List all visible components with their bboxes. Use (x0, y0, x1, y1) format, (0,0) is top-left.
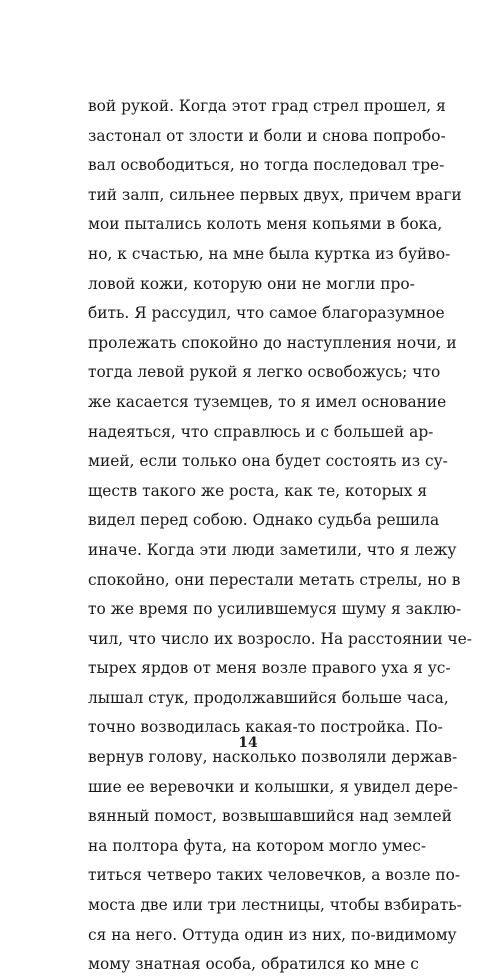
text-line: тырех ярдов от меня возле правого уха я ус- (88, 659, 451, 678)
text-line: точно возводилась какая-то постройка. По- (88, 718, 443, 737)
text-line: то же время по усилившемуся шуму я заклю- (88, 600, 462, 619)
text-line: ществ такого же роста, как те, которых я (88, 481, 428, 500)
text-line: спокойно, они перестали метать стрелы, но в (88, 570, 461, 589)
text-line: видел перед собою. Однако судьба решила (88, 511, 440, 530)
text-line: мией, если только она будет состоять из су- (88, 452, 448, 471)
text-line: титься четверо таких человечков, а возле по- (88, 866, 461, 885)
text-line: чил, что число их возросло. На расстоянии че- (88, 629, 472, 648)
text-line: же касается туземцев, то я имел основание (88, 392, 447, 411)
text-line: шие ее веревочки и колышки, я увидел дере- (88, 777, 458, 796)
text-line: вой рукой. Когда этот град стрел прошел, я (88, 97, 446, 115)
text-line: ся на него. Оттуда один из них, по-видимому (88, 925, 457, 944)
text-line: застонал от злости и боли и снова попробо- (88, 126, 446, 145)
text-line: мому знатная особа, обратился ко мне с (88, 955, 419, 974)
text-line: но, к счастью, на мне была куртка из буйво- (88, 244, 451, 263)
text-line: бить. Я рассудил, что самое благоразумное (88, 304, 445, 323)
text-line: моста две или три лестницы, чтобы взбирать- (88, 896, 462, 915)
text-line: тий залп, сильнее первых двух, причем враги (88, 185, 462, 204)
text-line: вал освободиться, но тогда последовал тре- (88, 156, 445, 175)
text-line: надеяться, что справлюсь и с большей ар- (88, 422, 434, 441)
text-line: вянный помост, возвышавшийся над землей (88, 807, 452, 826)
text-line: пролежать спокойно до наступления ночи, и (88, 333, 457, 352)
text-line: на полтора фута, на котором могло умес- (88, 836, 427, 855)
text-line: иначе. Когда эти люди заметили, что я лежу (88, 540, 457, 559)
body-text (88, 92, 472, 980)
text-line: тогда левой рукой я легко освобожусь; что (88, 363, 441, 382)
page-number: 14 (238, 735, 258, 751)
text-line: мои пытались колоть меня копьями в бока, (88, 215, 443, 234)
text-line: ловой кожи, которую они не могли про- (88, 274, 415, 293)
text-line: вернув голову, насколько позволяли держав- (88, 748, 458, 767)
text-line: лышал стук, продолжавшийся больше часа, (88, 688, 449, 707)
